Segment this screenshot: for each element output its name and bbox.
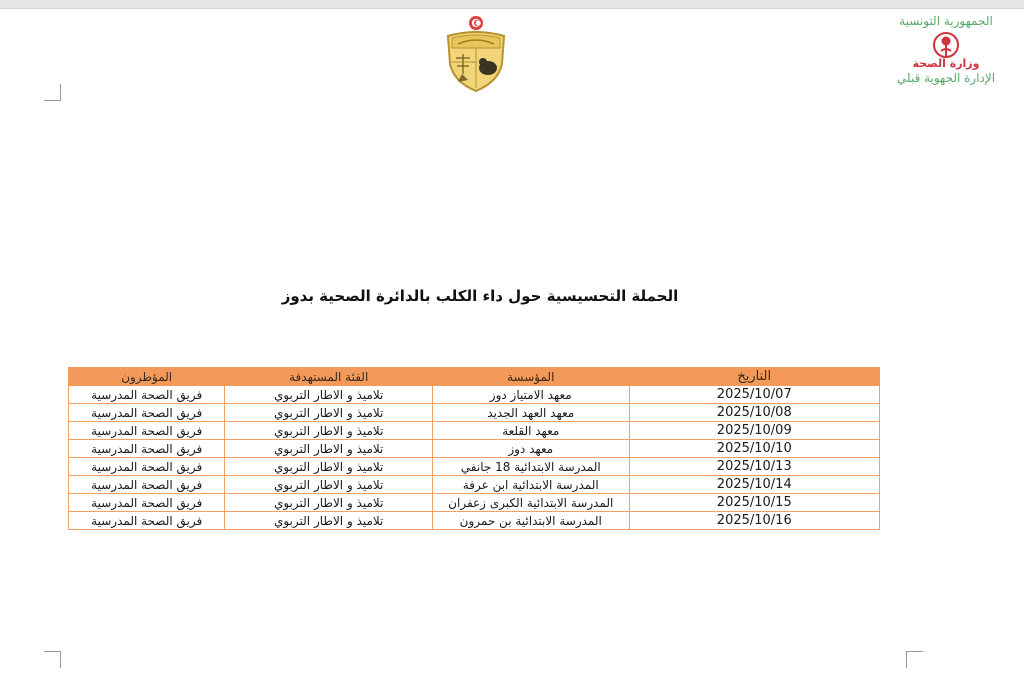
cell-institution: المدرسة الابتدائية الكبرى زعفران <box>432 494 629 512</box>
cell-target-group: تلاميذ و الاطار التربوي <box>225 422 433 440</box>
cell-supervisors: فريق الصحة المدرسية <box>69 512 225 530</box>
table-row <box>69 476 880 494</box>
cell-institution: معهد القلعة <box>432 422 629 440</box>
cell-institution: المدرسة الابتدائية بن حمرون <box>432 512 629 530</box>
cell-date: 2025/10/13 <box>629 458 879 476</box>
column-header-supervisors: المؤطرون <box>69 368 225 386</box>
table-row <box>69 458 880 476</box>
cell-institution: معهد الامتياز دوز <box>432 386 629 404</box>
table-row <box>69 494 880 512</box>
table-row <box>69 512 880 530</box>
cell-target-group: تلاميذ و الاطار التربوي <box>225 386 433 404</box>
cell-supervisors: فريق الصحة المدرسية <box>69 404 225 422</box>
ministry-republic-name: الجمهورية التونسية <box>899 14 993 28</box>
table-row <box>69 422 880 440</box>
cell-target-group: تلاميذ و الاطار التربوي <box>225 404 433 422</box>
cell-date: 2025/10/08 <box>629 404 879 422</box>
ministry-header <box>884 14 1008 106</box>
crop-mark-top-left <box>44 84 61 101</box>
cell-institution: معهد دوز <box>432 440 629 458</box>
column-header-institution: المؤسسة <box>432 368 629 386</box>
column-header-target-group: الفئة المستهدفة <box>225 368 433 386</box>
cell-date: 2025/10/10 <box>629 440 879 458</box>
tunisia-coat-of-arms-icon <box>438 14 514 94</box>
cell-institution: المدرسة الابتدائية 18 جانفي <box>432 458 629 476</box>
cell-target-group: تلاميذ و الاطار التربوي <box>225 512 433 530</box>
table-row <box>69 386 880 404</box>
cell-date: 2025/10/14 <box>629 476 879 494</box>
cell-target-group: تلاميذ و الاطار التربوي <box>225 458 433 476</box>
column-header-date: التاريخ <box>629 368 879 386</box>
cell-supervisors: فريق الصحة المدرسية <box>69 386 225 404</box>
cell-date: 2025/10/15 <box>629 494 879 512</box>
cell-institution: معهد العهد الجديد <box>432 404 629 422</box>
table-header-row <box>69 368 880 386</box>
crop-mark-bottom-left <box>44 651 61 668</box>
campaign-schedule-table <box>68 367 880 530</box>
viewer-top-bar <box>0 0 1024 9</box>
cell-date: 2025/10/07 <box>629 386 879 404</box>
crop-mark-bottom-right <box>906 651 923 668</box>
table-row <box>69 404 880 422</box>
cell-supervisors: فريق الصحة المدرسية <box>69 422 225 440</box>
cell-supervisors: فريق الصحة المدرسية <box>69 440 225 458</box>
cell-target-group: تلاميذ و الاطار التربوي <box>225 494 433 512</box>
document-title: الحملة التحسيسية حول داء الكلب بالدائرة الصحية بدوز <box>281 287 679 305</box>
table-row <box>69 440 880 458</box>
cell-date: 2025/10/16 <box>629 512 879 530</box>
cell-target-group: تلاميذ و الاطار التربوي <box>225 476 433 494</box>
ministry-name: وزارة الصحة <box>912 57 980 70</box>
cell-supervisors: فريق الصحة المدرسية <box>69 476 225 494</box>
cell-supervisors: فريق الصحة المدرسية <box>69 458 225 476</box>
cell-institution: المدرسة الابتدائية ابن عرفة <box>432 476 629 494</box>
cell-date: 2025/10/09 <box>629 422 879 440</box>
cell-target-group: تلاميذ و الاطار التربوي <box>225 440 433 458</box>
regional-directorate-name: الإدارة الجهوية قبلي <box>896 71 996 85</box>
cell-supervisors: فريق الصحة المدرسية <box>69 494 225 512</box>
